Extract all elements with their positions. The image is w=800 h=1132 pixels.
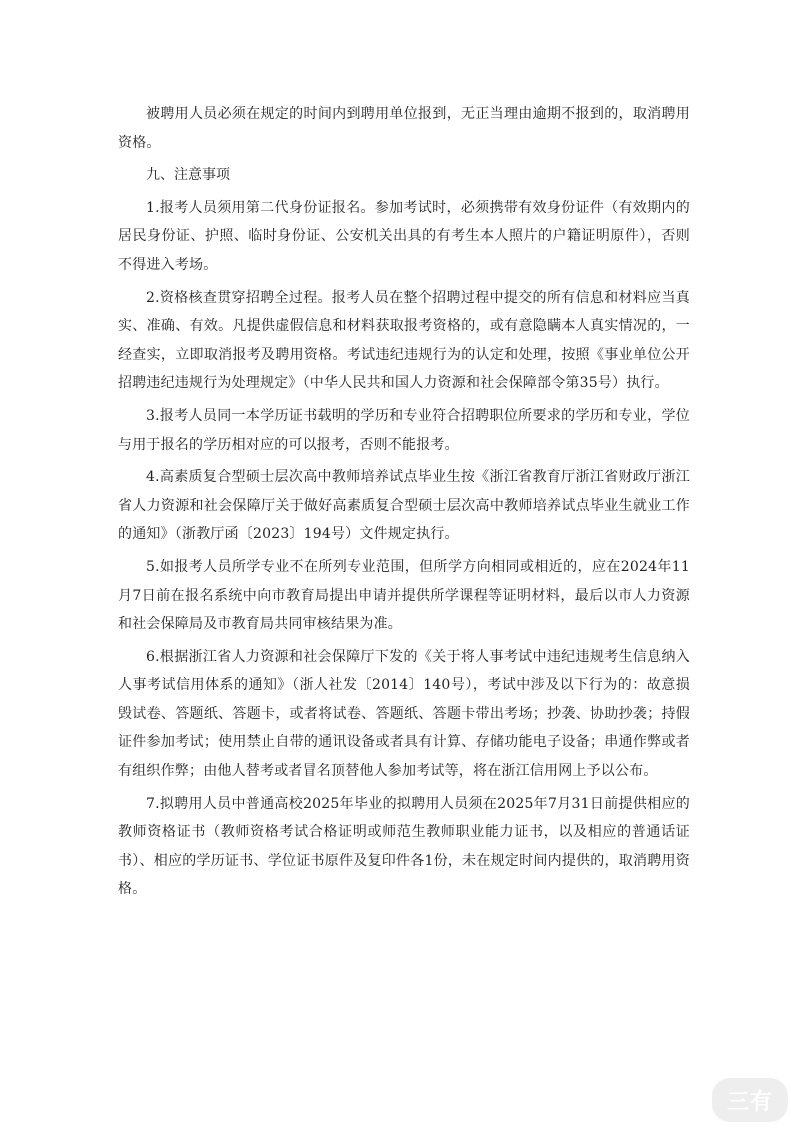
paragraph-note-1: 1.报考人员须用第二代身份证报名。参加考试时，必须携带有效身份证件（有效期内的居民身份证、护照、临时身份证、公安机关出具的有考生本人照片的户籍证明原件），否则不得进入考场。 xyxy=(118,199,690,273)
paragraph-note-6: 6.根据浙江省人力资源和社会保障厅下发的《关于将人事考试中违纪违规考生信息纳入人事考试信用体系的通知》（浙人社发〔2014〕140号），考试中涉及以下行为的：故意损毁试卷、答题纸、答题卡，或者将试卷、答题纸、答题卡带出考场；抄袭、协助抄袭；持假证件参加考试；使用禁止自带的通讯设备或者具有计算、存储功能电子设备；串通作弊或者有组织作弊；由他人替考或者冒名顶替他人参加考试等，将在浙江信用网上予以公布。 xyxy=(118,648,690,780)
document-body xyxy=(118,100,690,908)
paragraph-note-3: 3.报考人员同一本学历证书载明的学历和专业符合招聘职位所要求的学历和专业，学位与用于报名的学历相对应的可以报考，否则不能报考。 xyxy=(118,407,690,453)
watermark-logo: 三有 xyxy=(712,1078,788,1122)
paragraph-note-5: 5.如报考人员所学专业不在所列专业范围，但所学方向相同或相近的，应在2024年11月7日前在报名系统中向市教育局提出申请并提供所学课程等证明材料，最后以市人力资源和社会保障局及市教育局共同审核结果为准。 xyxy=(118,558,690,633)
paragraph-note-4: 4.高素质复合型硕士层次高中教师培养试点毕业生按《浙江省教育厅浙江省财政厅浙江省人力资源和社会保障厅关于做好高素质复合型硕士层次高中教师培养试点毕业生就业工作的通知》（浙教厅函〔2023〕194号）文件规定执行。 xyxy=(118,469,690,543)
paragraph-note-2: 2.资格核查贯穿招聘全过程。报考人员在整个招聘过程中提交的所有信息和材料应当真实、准确、有效。凡提供虚假信息和材料获取报考资格的，或有意隐瞒本人真实情况的，一经查实，立即取消报考及聘用资格。考试违纪违规行为的认定和处理，按照《事业单位公开招聘违纪违规行为处理规定》（中华人民共和国人力资源和社会保障部令第35号）执行。 xyxy=(118,289,690,392)
section-heading-notes: 九、注意事项 xyxy=(146,167,230,184)
paragraph-note-7: 7.拟聘用人员中普通高校2025年毕业的拟聘用人员须在2025年7月31日前提供相应的教师资格证书（教师资格考试合格证明或师范生教师职业能力证书，以及相应的普通话证书）、相应的学历证书、学位证书原件及复印件各1份，未在规定时间内提供的，取消聘用资格。 xyxy=(118,795,690,898)
paragraph-report-deadline: 被聘用人员必须在规定的时间内到聘用单位报到，无正当理由逾期不报到的，取消聘用资格。 xyxy=(118,106,690,151)
